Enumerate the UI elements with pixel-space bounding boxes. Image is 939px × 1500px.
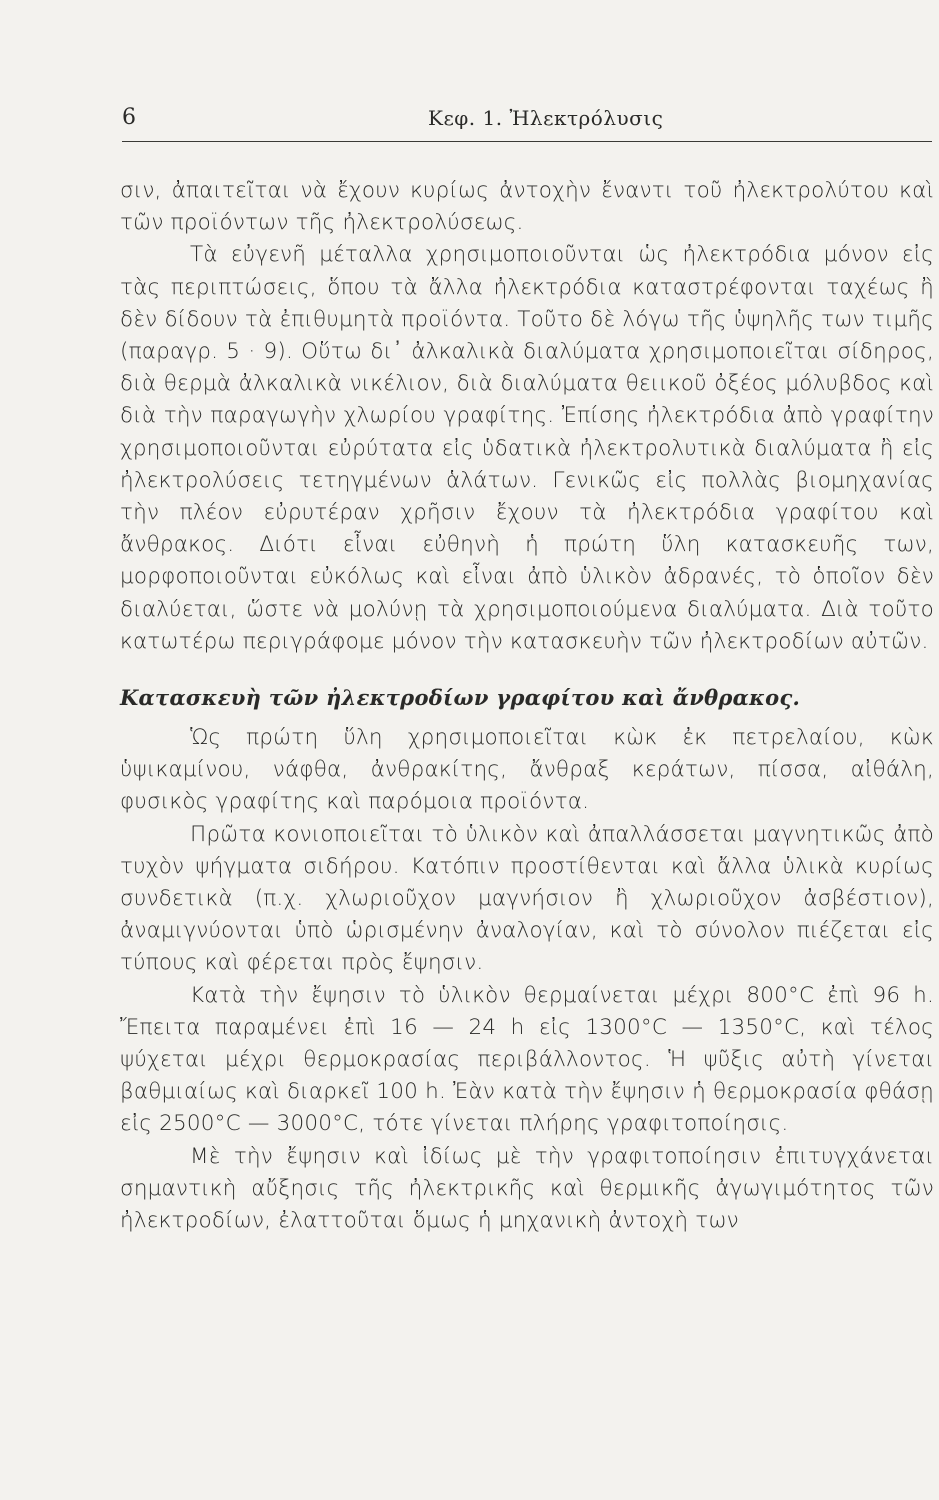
paragraph: σιν, ἀπαιτεῖται νὰ ἔχουν κυρίως ἀντοχὴν ἔναντι τοῦ ἠλεκτρολύτου καὶ τῶν προϊόντων τῆς ἠλεκτρολύσεως. bbox=[120, 178, 934, 236]
paragraph: Κατὰ τὴν ἔψησιν τὸ ὑλικὸν θερμαίνεται μέχρι 800°C ἐπὶ 96 h. Ἔπειτα παραμένει ἐπὶ 16 — 24 h εἰς 1300°C — 1350°C, καὶ τέλος ψύχεται μέχρι θερμοκρασίας περιβάλλοντος. Ἡ ψῦξις αὐτὴ γίνεται βαθμιαίως καὶ διαρκεῖ 100 h. Ἐὰν κατὰ τὴν ἔψησιν ἡ θερμοκρασία φθάσῃ εἰς 2500°C — 3000°C, τότε γίνεται πλήρης γραφιτοποίησις. bbox=[120, 982, 934, 1137]
page-number: 6 bbox=[122, 105, 136, 130]
header-rule bbox=[122, 141, 932, 142]
section-heading: Κατασκευὴ τῶν ἠλεκτροδίων γραφίτου καὶ ἄνθρακος. bbox=[120, 685, 801, 711]
paragraph: Ὡς πρώτη ὕλη χρησιμοποιεῖται κὼκ ἐκ πετρελαίου, κὼκ ὑψικαμίνου, νάφθα, ἀνθρακίτης, ἄνθραξ κεράτων, πίσσα, αἰθάλη, φυσικὸς γραφίτης καὶ παρόμοια προϊόντα. bbox=[120, 725, 934, 815]
paragraph: Τὰ εὐγενῆ μέταλλα χρησιμοποιοῦνται ὡς ἠλεκτρόδια μόνον εἰς τὰς περιπτώσεις, ὅπου τὰ ἄλλα ἠλεκτρόδια καταστρέφονται ταχέως ἢ δὲν δίδουν τὰ ἐπιθυμητὰ προϊόντα. Τοῦτο δὲ λόγω τῆς ὑψηλῆς των τιμῆς (παραγρ. 5 · 9). Οὕτω δι᾽ ἀλκαλικὰ διαλύματα χρησιμοποιεῖται σίδηρος, διὰ θερμὰ ἀλκαλικὰ νικέλιον, διὰ διαλύματα θειικοῦ ὀξέος μόλυβδος καὶ διὰ τὴν παραγωγὴν χλωρίου γραφίτης. Ἐπίσης ἠλεκτρόδια ἀπὸ γραφίτην χρησιμοποιοῦνται εὐρύτατα εἰς ὑδατικὰ ἠλεκτρολυτικὰ διαλύματα ἢ εἰς ἠλεκτρολύσεις τετηγμένων ἁλάτων. Γενικῶς εἰς πολλὰς βιομηχανίας τὴν πλέον εὐρυτέραν χρῆσιν ἔχουν τὰ ἠλεκτρόδια γραφίτου καὶ ἄνθρακος. Διότι εἶναι εὐθηνὴ ἡ πρώτη ὕλη κατασκευῆς των, μορφοποιοῦνται εὐκόλως καὶ εἶναι ἀπὸ ὑλικὸν ἀδρανές, τὸ ὁποῖον δὲν διαλύεται, ὥστε νὰ μολύνῃ τὰ χρησιμοποιούμενα διαλύματα. Διὰ τοῦτο κατωτέρω περιγράφομε μόνον τὴν κατασκευὴν τῶν ἠλεκτροδίων αὐτῶν. bbox=[120, 242, 934, 654]
body-text bbox=[120, 175, 934, 1237]
paragraph: Πρῶτα κονιοποιεῖται τὸ ὑλικὸν καὶ ἀπαλλάσσεται μαγνητικῶς ἀπὸ τυχὸν ψήγματα σιδήρου. Κατόπιν προστίθενται καὶ ἄλλα ὑλικὰ κυρίως συνδετικὰ (π.χ. χλωριοῦχον μαγνήσιον ἢ χλωριοῦχον ἀσβέστιον), ἀναμιγνύονται ὑπὸ ὡρισμένην ἀναλογίαν, καὶ τὸ σύνολον πιέζεται εἰς τύπους καὶ φέρεται πρὸς ἔψησιν. bbox=[120, 821, 934, 976]
page-header bbox=[122, 103, 932, 139]
running-head: Κεφ. 1. Ἠλεκτρόλυσις bbox=[428, 106, 664, 130]
paragraph: Μὲ τὴν ἔψησιν καὶ ἰδίως μὲ τὴν γραφιτοποίησιν ἐπιτυγχάνεται σημαντικὴ αὔξησις τῆς ἠλεκτρικῆς καὶ θερμικῆς ἀγωγιμότητος τῶν ἠλεκτροδίων, ἐλαττοῦται ὅμως ἡ μηχανικὴ ἀντοχὴ των bbox=[120, 1143, 934, 1234]
